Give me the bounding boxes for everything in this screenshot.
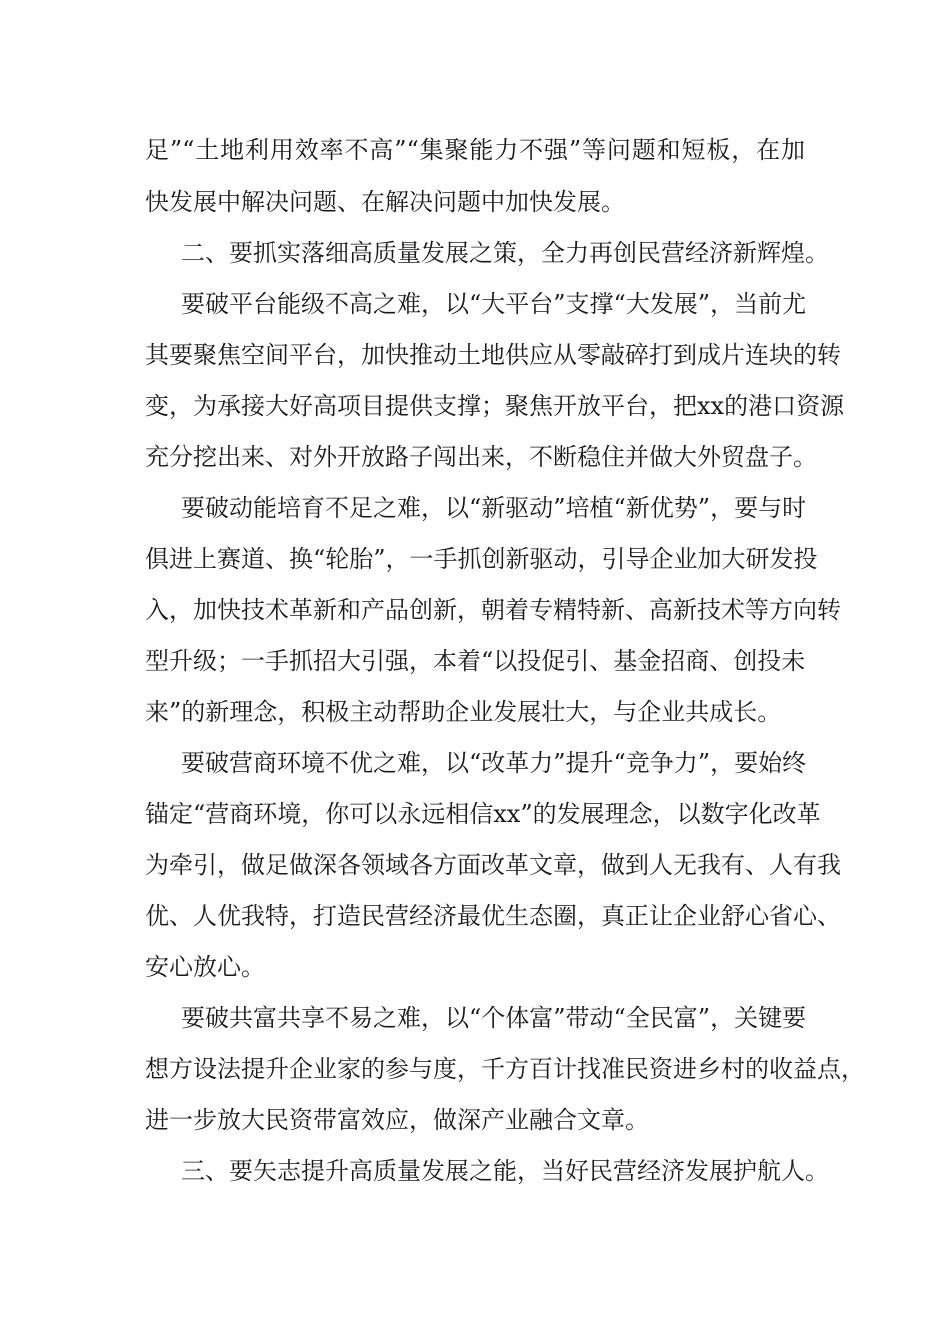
text-line: 进一步放大民资带富效应，做深产业融合文章。	[145, 1106, 649, 1134]
text-line: 要破动能培育不足之难，以“新驱动”培植“新优势”，要与时	[181, 494, 807, 522]
text-line: 来”的新理念，积极主动帮助企业发展壮大，与企业共成长。	[145, 698, 782, 726]
text-line: 其要聚焦空间平台，加快推动土地供应从零敲碎打到成片连块的转	[145, 341, 841, 369]
text-line: 安心放心。	[145, 953, 265, 981]
text-line: 要破平台能级不高之难，以“大平台”支撑“大发展”，当前尤	[181, 290, 807, 318]
text-line: 要破共富共享不易之难，以“个体富”带动“全民富”，关键要	[181, 1004, 807, 1032]
text-line: 为牵引，做足做深各领域各方面改革文章，做到人无我有、人有我	[145, 851, 841, 879]
text-line: 足”“土地利用效率不高”“集聚能力不强”等问题和短板，在加	[145, 136, 805, 164]
text-line: 入，加快技术革新和产品创新，朝着专精特新、高新技术等方向转	[145, 596, 841, 624]
section-heading: 三、要矢志提升高质量发展之能，当好民营经济发展护航人。	[181, 1157, 829, 1185]
text-line: 充分挖出来、对外开放路子闯出来，不断稳住并做大外贸盘子。	[145, 443, 817, 471]
text-line: 变，为承接大好高项目提供支撑；聚焦开放平台，把xx的港口资源	[145, 392, 845, 420]
text-line: 锚定“营商环境，你可以永远相信xx”的发展理念，以数字化改革	[145, 800, 821, 828]
text-line: 快发展中解决问题、在解决问题中加快发展。	[145, 188, 625, 216]
text-line: 要破营商环境不优之难，以“改革力”提升“竞争力”，要始终	[181, 749, 807, 777]
text-line: 俱进上赛道、换“轮胎”，一手抓创新驱动，引导企业加大研发投	[145, 545, 818, 573]
text-line: 想方设法提升企业家的参与度，千方百计找准民资进乡村的收益点，	[145, 1055, 865, 1083]
section-heading: 二、要抓实落细高质量发展之策，全力再创民营经济新辉煌。	[181, 239, 829, 267]
text-line: 优、人优我特，打造民营经济最优生态圈，真正让企业舒心省心、	[145, 902, 841, 930]
text-line: 型升级；一手抓招大引强，本着“以投促引、基金招商、创投未	[145, 647, 806, 675]
